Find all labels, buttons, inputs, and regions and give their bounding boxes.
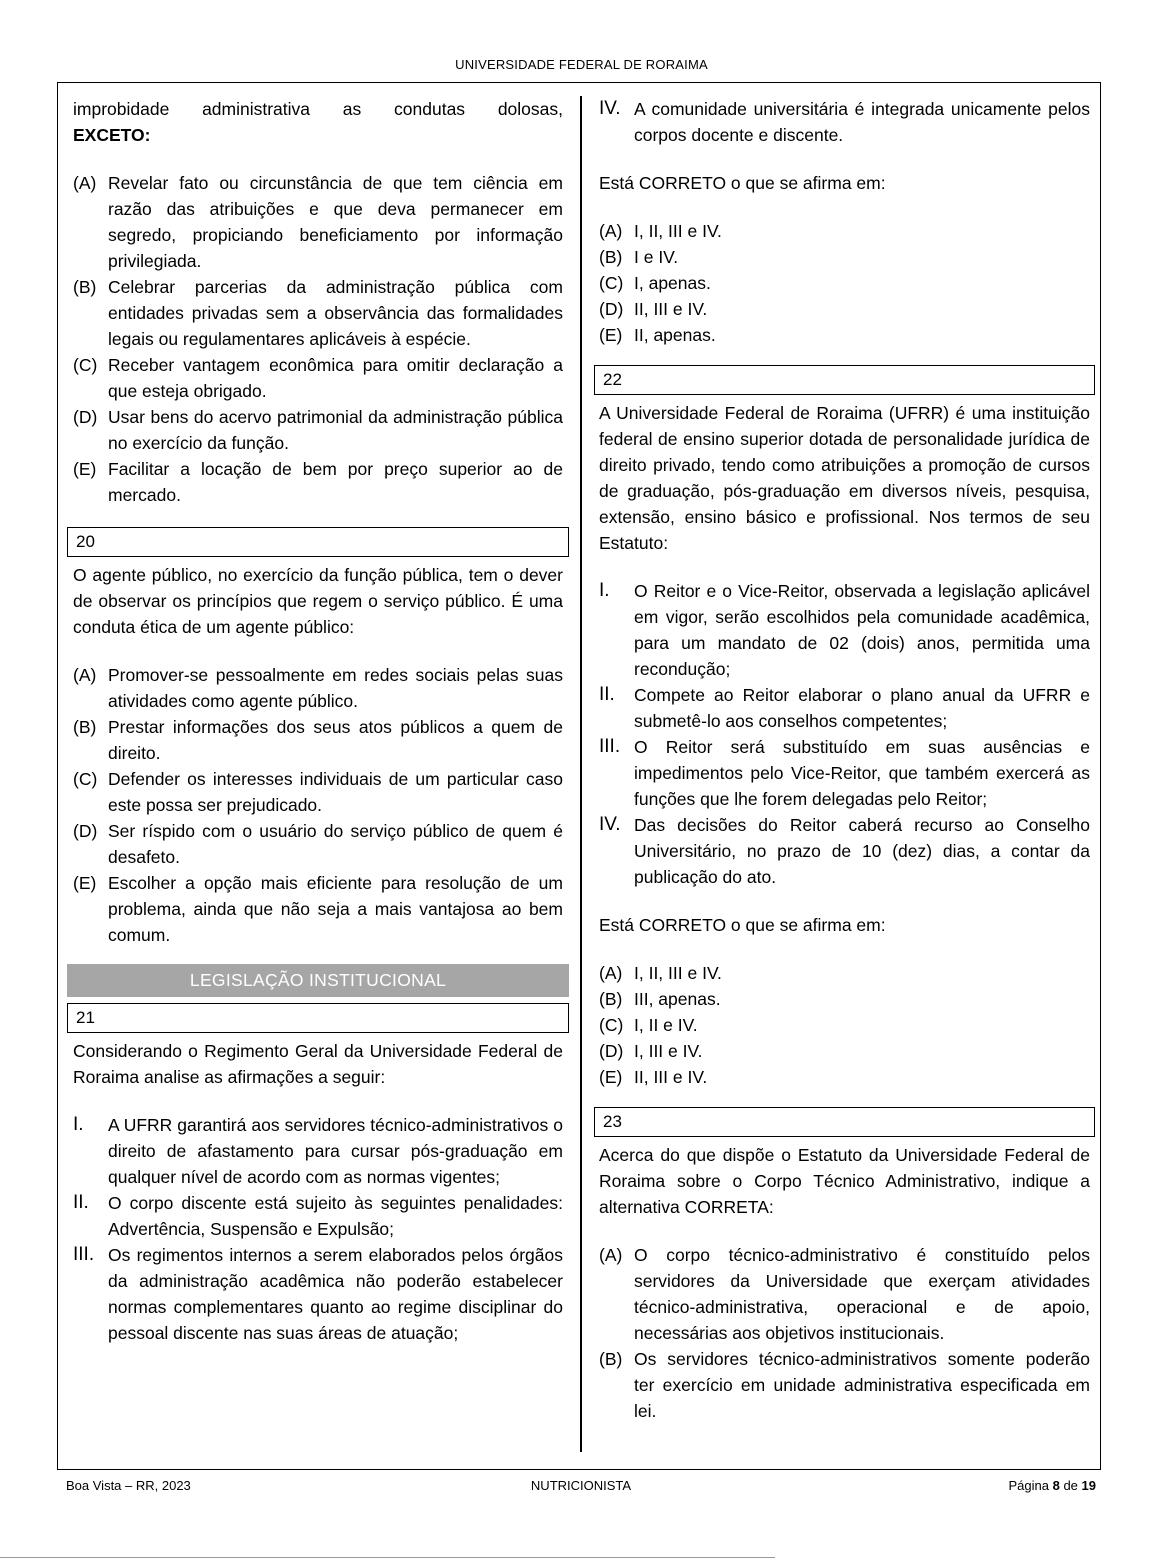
option-label: (C) <box>599 1015 624 1035</box>
question-number-box-20 <box>67 527 569 557</box>
option-label: (B) <box>73 717 97 737</box>
q22-option-d <box>599 1038 1090 1064</box>
item-label: IV. <box>599 814 621 835</box>
option-text: II, apenas. <box>634 325 716 345</box>
q22-option-a <box>599 960 1090 986</box>
option-text: Usar bens do acervo patrimonial da administração pública no exercício da função. <box>108 407 563 453</box>
q21-item-iv <box>599 96 1090 148</box>
q22-option-e <box>599 1064 1090 1090</box>
page-mid: de <box>1059 1478 1082 1493</box>
q21-option-b <box>599 244 1090 270</box>
option-label: (B) <box>73 277 97 297</box>
option-text: Receber vantagem econômica para omitir declaração a que esteja obrigado. <box>108 355 563 401</box>
option-label: (E) <box>599 1067 623 1087</box>
option-label: (A) <box>599 963 623 983</box>
q19-option-e <box>73 456 563 508</box>
item-label: I. <box>73 1114 84 1135</box>
option-text: II, III e IV. <box>634 1067 708 1087</box>
q22-stem: A Universidade Federal de Roraima (UFRR) é uma instituição federal de ensino superior dotada de personalidade jurídica de direito privado, tendo como atribuições a promoção de cursos de graduação, pós-graduação em diversos níveis, pesquisa, extensão, ensino básico e profissional. Nos termos de seu Estatuto: <box>599 403 1090 553</box>
option-label: (C) <box>599 273 624 293</box>
q22-item-ii <box>599 682 1090 734</box>
option-text: I, apenas. <box>634 273 711 293</box>
item-text: O corpo discente está sujeito às seguintes penalidades: Advertência, Suspensão e Expulsão; <box>108 1193 563 1239</box>
option-text: O corpo técnico-administrativo é constituído pelos servidores da Universidade que exerçam atividades técnico-administrativa, operacional e de apoio, necessárias aos objetivos institucionais. <box>634 1245 1090 1343</box>
item-text: A comunidade universitária é integrada unicamente pelos corpos docente e discente. <box>634 99 1090 145</box>
question-number: 21 <box>76 1008 95 1027</box>
q22-item-i <box>599 578 1090 682</box>
option-text: Os servidores técnico-administrativos somente poderão ter exercício em unidade administrativa especificada em lei. <box>634 1349 1090 1421</box>
item-label: III. <box>599 736 621 757</box>
question-number: 22 <box>603 370 622 389</box>
q23-option-b <box>599 1346 1090 1424</box>
q21-items <box>73 1112 563 1346</box>
item-text: Os regimentos internos a serem elaborados pelos órgãos da administração acadêmica não poderão estabelecer normas complementares quanto ao regime disciplinar do pessoal discente nas suas áreas de atuação; <box>108 1245 563 1343</box>
option-label: (A) <box>73 665 97 685</box>
q23-options <box>599 1242 1090 1424</box>
section-title: LEGISLAÇÃO INSTITUCIONAL <box>189 970 447 990</box>
page-footer <box>66 1478 1096 1498</box>
option-text: I, II, III e IV. <box>634 963 722 983</box>
q19-exceto <box>73 122 563 148</box>
column-divider <box>580 96 582 1452</box>
item-label: II. <box>599 684 615 705</box>
option-text: Defender os interesses individuais de um particular caso este possa ser prejudicado. <box>108 769 563 815</box>
option-text: Facilitar a locação de bem por preço superior ao de mercado. <box>108 459 563 505</box>
question-number: 23 <box>603 1112 622 1131</box>
item-label: I. <box>599 580 610 601</box>
item-label: IV. <box>599 98 621 119</box>
q22-items <box>599 578 1090 890</box>
page-header-title: UNIVERSIDADE FEDERAL DE RORAIMA <box>455 57 708 72</box>
item-text: A UFRR garantirá aos servidores técnico-administrativos o direito de afastamento para cursar pós-graduação em qualquer nível de acordo com as normas vigentes; <box>108 1115 563 1187</box>
q19-option-a <box>73 170 563 274</box>
option-text: Prestar informações dos seus atos públicos a quem de direito. <box>108 717 563 763</box>
option-text: II, III e IV. <box>634 299 708 319</box>
q21-option-a <box>599 218 1090 244</box>
option-label: (D) <box>599 1041 624 1061</box>
q20-option-b <box>73 714 563 766</box>
question-number-box-21 <box>67 1003 569 1033</box>
item-text: Compete ao Reitor elaborar o plano anual da UFRR e submetê-lo aos conselhos competentes; <box>634 685 1090 731</box>
page-total: 19 <box>1081 1478 1096 1493</box>
option-text: I, III e IV. <box>634 1041 703 1061</box>
option-label: (C) <box>73 769 98 789</box>
q21-option-e <box>599 322 1090 348</box>
option-label: (C) <box>73 355 98 375</box>
page-prefix: Página <box>1008 1478 1053 1493</box>
q19-options <box>73 170 563 508</box>
option-label: (B) <box>599 1349 623 1369</box>
q20-option-a <box>73 662 563 714</box>
option-text: Ser ríspido com o usuário do serviço público de quem é desafeto. <box>108 821 563 867</box>
q22-item-iii <box>599 734 1090 812</box>
q20-option-e <box>73 870 563 948</box>
option-label: (D) <box>73 821 98 841</box>
option-label: (B) <box>599 247 623 267</box>
item-text: Das decisões do Reitor caberá recurso ao Conselho Universitário, no prazo de 10 (dez) dias, a contar da publicação do ato. <box>634 815 1090 887</box>
left-column <box>73 96 563 1346</box>
option-label: (B) <box>599 989 623 1009</box>
q20-option-c <box>73 766 563 818</box>
q21-prompt: Está CORRETO o que se afirma em: <box>599 173 886 193</box>
option-text: Celebrar parcerias da administração pública com entidades privadas sem a observância das formalidades legais ou regulamentares aplicáveis à espécie. <box>108 277 563 349</box>
question-number-box-23 <box>594 1107 1095 1137</box>
option-label: (A) <box>73 173 97 193</box>
bottom-rule <box>0 1557 775 1558</box>
option-label: (D) <box>73 407 98 427</box>
q19-option-c <box>73 352 563 404</box>
item-label: II. <box>73 1192 89 1213</box>
option-text: I, II, III e IV. <box>634 221 722 241</box>
option-label: (D) <box>599 299 624 319</box>
q20-option-d <box>73 818 563 870</box>
q21-item-iii <box>73 1242 563 1346</box>
q23-stem: Acerca do que dispõe o Estatuto da Universidade Federal de Roraima sobre o Corpo Técnico Administrativo, indique a alternativa CORRETA: <box>599 1145 1090 1217</box>
option-label: (A) <box>599 1245 623 1265</box>
q19-exceto-text: EXCETO: <box>73 125 151 145</box>
item-text: O Reitor e o Vice-Reitor, observada a legislação aplicável em vigor, serão escolhidos pela comunidade acadêmica, para um mandato de 02 (dois) anos, permitida uma recondução; <box>634 581 1090 679</box>
q21-options <box>599 218 1090 348</box>
item-text: O Reitor será substituído em suas ausências e impedimentos pelo Vice-Reitor, que também exercerá as funções que lhe forem delegadas pelo Reitor; <box>634 737 1090 809</box>
q21-option-c <box>599 270 1090 296</box>
q19-option-b <box>73 274 563 352</box>
q21-item-i <box>73 1112 563 1190</box>
section-title-bar <box>67 964 569 997</box>
q19-stem-continuation <box>73 96 563 122</box>
q20-options <box>73 662 563 948</box>
footer-exam-title: NUTRICIONISTA <box>530 1478 632 1493</box>
q21-option-d <box>599 296 1090 322</box>
q21-stem: Considerando o Regimento Geral da Universidade Federal de Roraima analise as afirmações a seguir: <box>73 1041 563 1087</box>
option-text: Revelar fato ou circunstância de que tem ciência em razão das atribuições e que deva permanecer em segredo, propiciando beneficiamento por informação privilegiada. <box>108 173 563 271</box>
option-text: I e IV. <box>634 247 679 267</box>
option-text: I, II e IV. <box>634 1015 698 1035</box>
option-label: (E) <box>73 873 97 893</box>
q19-option-d <box>73 404 563 456</box>
q22-option-c <box>599 1012 1090 1038</box>
footer-page-number <box>1009 1478 1096 1493</box>
option-label: (A) <box>599 221 623 241</box>
question-number: 20 <box>76 532 95 551</box>
item-label: III. <box>73 1244 95 1265</box>
q20-stem: O agente público, no exercício da função pública, tem o dever de observar os princípios que regem o serviço público. É uma conduta ética de um agente público: <box>73 565 563 637</box>
option-text: III, apenas. <box>634 989 721 1009</box>
q22-option-b <box>599 986 1090 1012</box>
q22-item-iv <box>599 812 1090 890</box>
q22-prompt: Está CORRETO o que se afirma em: <box>599 915 886 935</box>
q23-option-a <box>599 1242 1090 1346</box>
q22-options <box>599 960 1090 1090</box>
question-number-box-22 <box>594 365 1095 395</box>
right-column <box>599 96 1090 1424</box>
option-text: Promover-se pessoalmente em redes sociais pelas suas atividades como agente público. <box>108 665 563 711</box>
q19-intro-text: improbidade administrativa as condutas dolosas, <box>73 99 563 119</box>
q21-item-ii <box>73 1190 563 1242</box>
option-label: (E) <box>599 325 623 345</box>
option-label: (E) <box>73 459 97 479</box>
page-current: 8 <box>1052 1478 1060 1493</box>
option-text: Escolher a opção mais eficiente para resolução de um problema, ainda que não seja a mais vantajosa ao bem comum. <box>108 873 563 945</box>
footer-location: Boa Vista – RR, 2023 <box>66 1478 191 1493</box>
